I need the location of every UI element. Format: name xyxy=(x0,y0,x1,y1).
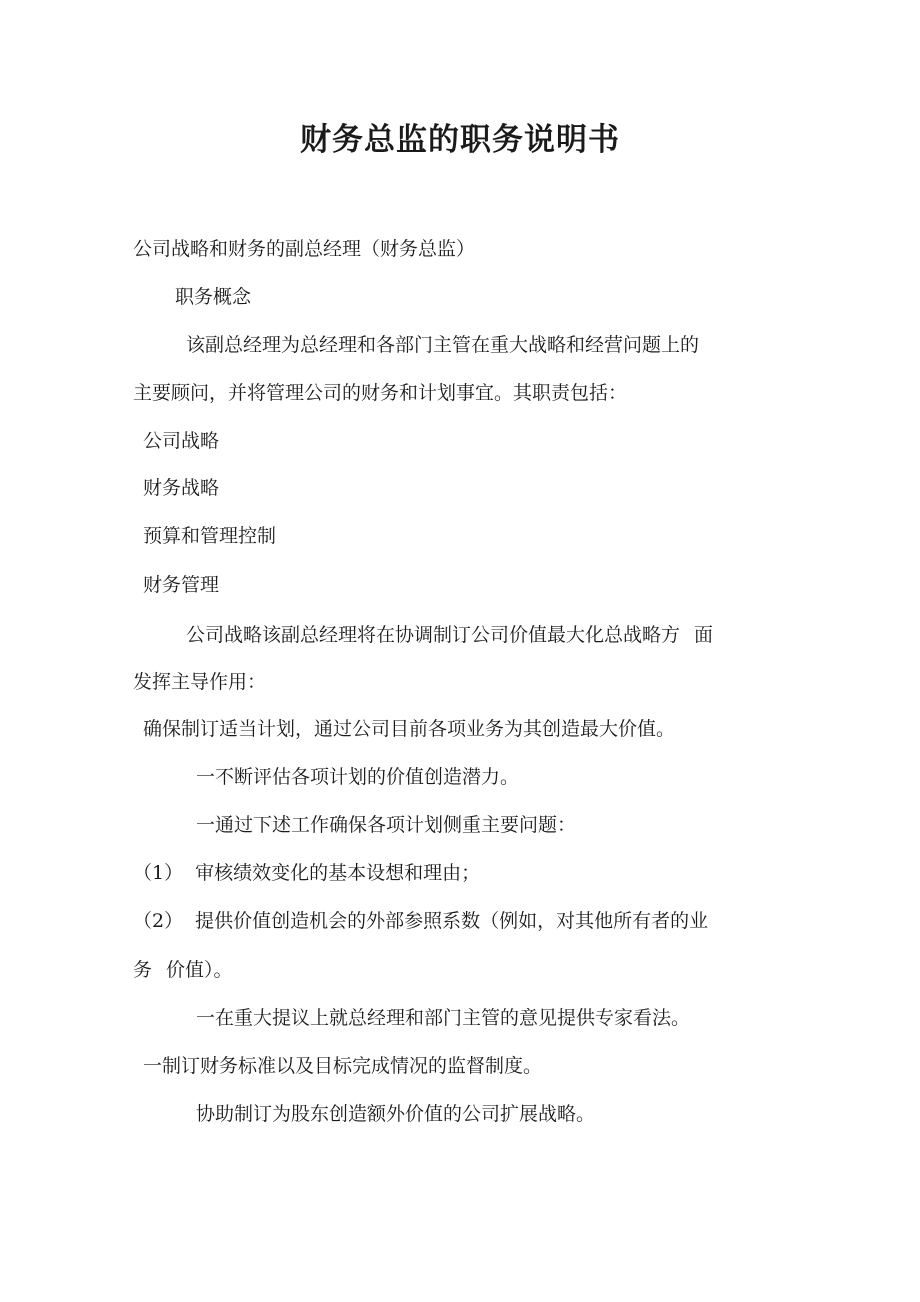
item-text: 务 xyxy=(133,959,153,981)
paragraph-line xyxy=(186,620,713,650)
paragraph-line: 确保制订适当计划，通过公司目前各项业务为其创造最大价值。 xyxy=(143,718,676,740)
item-text: 审核绩效变化的基本设想和理由； xyxy=(195,862,481,884)
dash-item: 一制订财务标准以及目标完成情况的监督制度。 xyxy=(143,1055,543,1077)
dash-item: 一不断评估各项计划的价值创造潜力。 xyxy=(196,766,520,788)
item-text: 价值）。 xyxy=(166,959,233,981)
list-item: 财务战略 xyxy=(143,477,220,499)
paragraph-line: 主要顾问，并将管理公司的财务和计划事宜。其职责包括： xyxy=(133,382,628,404)
dash-item: 一在重大提议上就总经理和部门主管的意见提供专家看法。 xyxy=(196,1007,691,1029)
numbered-item-continued xyxy=(133,955,233,985)
item-number: （1） xyxy=(133,862,184,884)
document-title: 财务总监的职务说明书 xyxy=(300,122,620,158)
paragraph-text: 公司战略该副总经理将在协调制订公司价值最大化总战略方 xyxy=(186,624,681,646)
list-item: 公司战略 xyxy=(143,430,220,452)
list-item: 财务管理 xyxy=(143,574,220,596)
paragraph-line: 发挥主导作用： xyxy=(133,671,267,693)
item-number: （2） xyxy=(133,910,184,932)
paragraph-line: 公司战略和财务的副总经理（财务总监） xyxy=(133,238,476,260)
dash-item: 一通过下述工作确保各项计划侧重主要问题： xyxy=(196,814,577,836)
paragraph-text-continued: 面 xyxy=(694,624,714,646)
section-heading: 职务概念 xyxy=(175,286,252,308)
paragraph-line: 该副总经理为总经理和各部门主管在重大战略和经营问题上的 xyxy=(186,334,700,356)
numbered-item xyxy=(133,858,480,888)
numbered-item xyxy=(133,906,708,936)
paragraph-line: 协助制订为股东创造额外价值的公司扩展战略。 xyxy=(196,1103,596,1125)
list-item: 预算和管理控制 xyxy=(143,525,277,547)
item-text: 提供价值创造机会的外部参照系数（例如，对其他所有者的业 xyxy=(195,910,709,932)
